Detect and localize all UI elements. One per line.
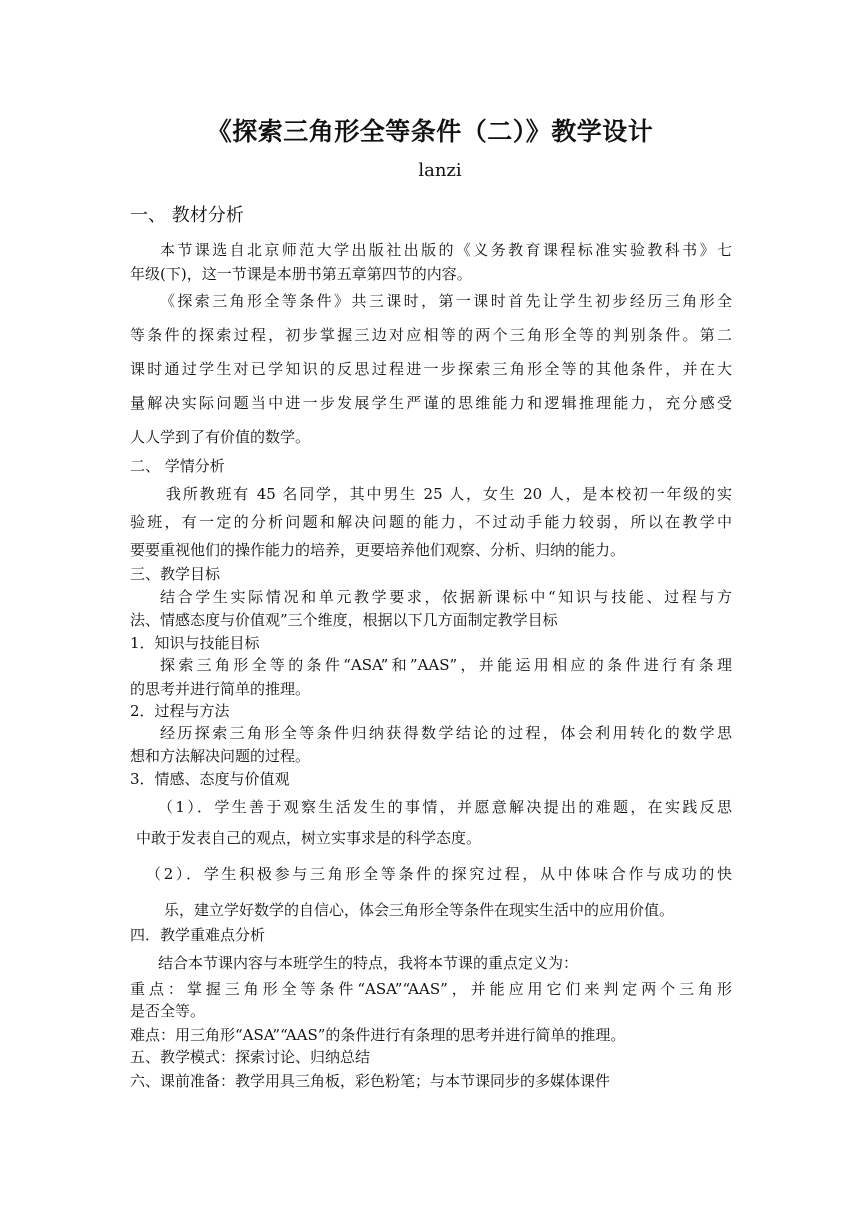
paragraph-line: 的思考并进行简单的推理。 xyxy=(130,680,311,698)
section-heading-1: 一、 教材分析 xyxy=(130,205,244,226)
paragraph-line: 要要重视他们的操作能力的培养，更要培养他们观察、分析、归纳的能力。 xyxy=(130,541,626,559)
paragraph-line: 结合学生实际情况和单元教学要求，依据新课标中“知识与技能、过程与方 xyxy=(160,588,732,606)
section-heading-2: 二、 学情分析 xyxy=(130,457,225,475)
paragraph-line: 想和方法解决问题的过程。 xyxy=(130,747,311,765)
subsection-heading-2: 2．过程与方法 xyxy=(130,702,230,720)
paragraph-line: 本节课选自北京师范大学出版社出版的《义务教育课程标准实验教科书》七 xyxy=(160,241,732,259)
paragraph-line: 探索三角形全等的条件“ASA”和”AAS”，并能运用相应的条件进行有条理 xyxy=(160,656,732,674)
paragraph-line: 是否全等。 xyxy=(130,1002,206,1020)
paragraph-line: 乐，建立学好数学的自信心，体会三角形全等条件在现实生活中的应用价值。 xyxy=(164,901,675,919)
paragraph-line: 中敢于发表自己的观点，树立实事求是的科学态度。 xyxy=(136,829,482,847)
document-author: lanzi xyxy=(418,160,462,181)
section-heading-4: 四．教学重难点分析 xyxy=(130,926,266,944)
paragraph-line: 重点：掌握三角形全等条件“ASA”“AAS”，并能应用它们来判定两个三角形 xyxy=(130,980,732,998)
paragraph-line: （2）．学生积极参与三角形全等条件的探究过程，从中体味合作与成功的快 xyxy=(146,865,732,883)
paragraph-line: 难点：用三角形“ASA”“AAS”的条件进行有条理的思考并进行简单的推理。 xyxy=(130,1026,626,1044)
subsection-heading-1: 1．知识与技能目标 xyxy=(130,634,260,652)
paragraph-line: 结合本节课内容与本班学生的特点，我将本节课的重点定义为： xyxy=(158,954,579,972)
paragraph-line: （1）．学生善于观察生活发生的事情，并愿意解决提出的难题，在实践反思 xyxy=(158,798,732,816)
section-heading-6: 六、课前准备：教学用具三角板，彩色粉笔；与本节课同步的多媒体课件 xyxy=(130,1072,611,1090)
paragraph-line: 等条件的探索过程，初步掌握三边对应相等的两个三角形全等的判别条件。第二 xyxy=(130,326,732,344)
document-title: 《探索三角形全等条件（二）》教学设计 xyxy=(206,117,654,146)
section-heading-3: 三、教学目标 xyxy=(130,565,221,583)
paragraph-line: 经历探索三角形全等条件归纳获得数学结论的过程，体会利用转化的数学思 xyxy=(160,724,732,742)
paragraph-line: 人人学到了有价值的数学。 xyxy=(130,428,311,446)
paragraph-line: 《探索三角形全等条件》共三课时，第一课时首先让学生初步经历三角形全 xyxy=(160,292,732,310)
paragraph-line: 我所教班有 45 名同学，其中男生 25 人，女生 20 人，是本校初一年级的实 xyxy=(166,485,732,503)
paragraph-line: 量解决实际问题当中进一步发展学生严谨的思维能力和逻辑推理能力，充分感受 xyxy=(130,394,732,412)
section-heading-5: 五、教学模式：探索讨论、归纳总结 xyxy=(130,1048,371,1066)
paragraph-line: 法、情感态度与价值观”三个维度，根据以下几方面制定教学目标 xyxy=(130,611,558,629)
paragraph-line: 课时通过学生对已学知识的反思过程进一步探索三角形全等的其他条件，并在大 xyxy=(130,360,732,378)
paragraph-line: 验班，有一定的分析问题和解决问题的能力，不过动手能力较弱，所以在教学中 xyxy=(130,513,732,531)
subsection-heading-3: 3．情感、态度与价值观 xyxy=(130,770,290,788)
paragraph-line: 年级(下)，这一节课是本册书第五章第四节的内容。 xyxy=(130,265,472,283)
